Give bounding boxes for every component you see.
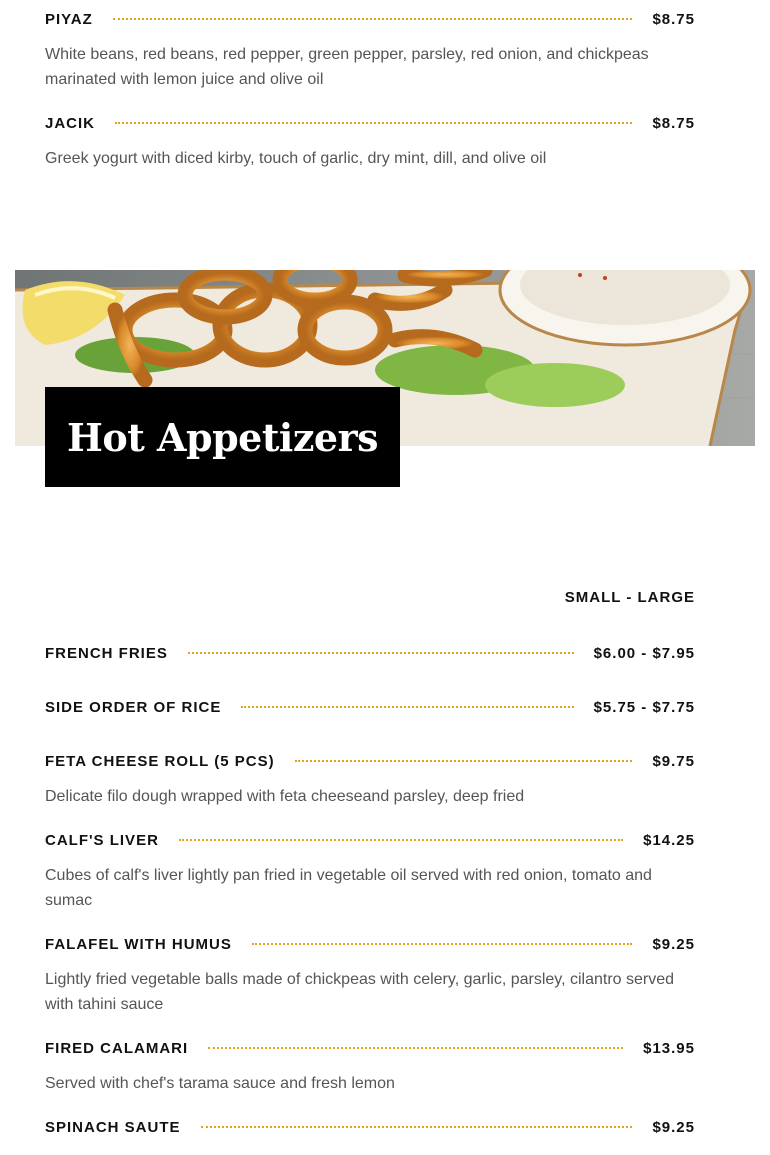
menu-item-price: $8.75	[652, 10, 695, 28]
menu-item-price: $9.25	[652, 1118, 695, 1136]
menu-item	[45, 643, 695, 663]
menu-item-description: White beans, red beans, red pepper, green pepper, parsley, red onion, and chickpeas marinated with lemon juice and olive oil	[45, 46, 649, 88]
menu-item-row	[45, 643, 695, 663]
dot-leader	[201, 1126, 633, 1128]
menu-item	[45, 1117, 695, 1137]
menu-item-description: Cubes of calf's liver lightly pan fried in vegetable oil served with red onion, tomato and sumac	[45, 867, 652, 909]
menu-item-name: FALAFEL WITH HUMUS	[45, 935, 232, 953]
menu-item-name: SIDE ORDER OF RICE	[45, 698, 222, 716]
menu-item-description: Lightly fried vegetable balls made of chickpeas with celery, garlic, parsley, cilantro served with tahini sauce	[45, 971, 675, 1013]
dot-leader	[179, 839, 623, 841]
menu-item	[45, 934, 695, 1017]
menu-item-price: $9.25	[652, 935, 695, 953]
menu-item-row	[45, 830, 695, 850]
menu-item-description: Delicate filo dough wrapped with feta cheeseand parsley, deep fried	[45, 788, 525, 805]
menu-item-description: Served with chef's tarama sauce and fresh lemon	[45, 1075, 395, 1092]
menu-item-description: Greek yogurt with diced kirby, touch of garlic, dry mint, dill, and olive oil	[45, 150, 547, 167]
menu-item	[45, 113, 695, 171]
menu-item-price: $13.95	[643, 1039, 695, 1057]
dot-leader	[113, 18, 633, 20]
dot-leader	[208, 1047, 623, 1049]
dot-leader	[115, 122, 632, 124]
menu-item-name: FETA CHEESE ROLL (5 PCS)	[45, 752, 275, 770]
menu-item-row	[45, 113, 695, 133]
menu-item-row	[45, 1038, 695, 1058]
menu-item-name: CALF'S LIVER	[45, 831, 159, 849]
section-title: Hot Appetizers	[67, 414, 378, 460]
size-column-header: SMALL - LARGE	[564, 589, 695, 606]
menu-item	[45, 9, 695, 92]
section-title-box	[45, 387, 400, 487]
menu-item	[45, 751, 695, 809]
menu-item-name: FRENCH FRIES	[45, 644, 168, 662]
dot-leader	[241, 706, 573, 708]
menu-item	[45, 697, 695, 717]
dot-leader	[295, 760, 633, 762]
menu-item-name: SPINACH SAUTE	[45, 1118, 181, 1136]
menu-item-row	[45, 934, 695, 954]
menu-item-name: FIRED CALAMARI	[45, 1039, 189, 1057]
menu-item-row	[45, 751, 695, 771]
menu-item-price: $14.25	[643, 831, 695, 849]
menu-item-name: PIYAZ	[45, 10, 93, 28]
menu-item-price: $6.00 - $7.95	[593, 644, 695, 662]
menu-item-price: $5.75 - $7.75	[593, 698, 695, 716]
menu-item-row	[45, 1117, 695, 1137]
menu-item-row	[45, 697, 695, 717]
dot-leader	[252, 943, 633, 945]
menu-item	[45, 830, 695, 913]
menu-item-price: $9.75	[652, 752, 695, 770]
menu-item-name: JACIK	[45, 114, 96, 132]
dot-leader	[188, 652, 574, 654]
menu-item-price: $8.75	[652, 114, 695, 132]
menu-item	[45, 1038, 695, 1096]
menu-item-row	[45, 9, 695, 29]
